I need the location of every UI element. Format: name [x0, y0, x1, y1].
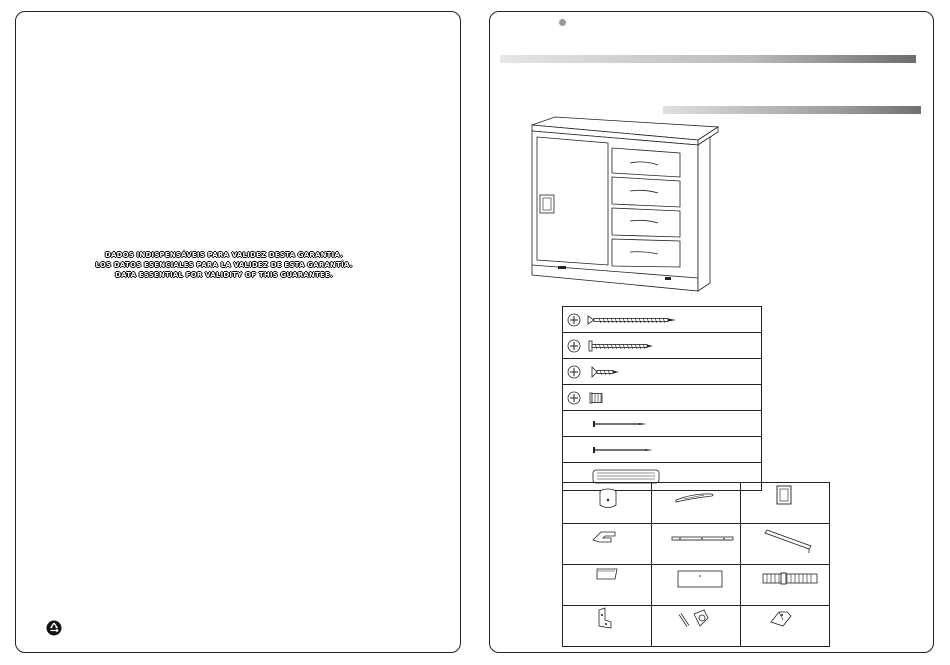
cup-bushing-icon — [563, 483, 652, 523]
bag-icon — [563, 565, 652, 605]
header-dot — [559, 19, 566, 26]
u-clip-icon — [563, 524, 652, 564]
short-nail-icon — [563, 411, 763, 436]
hardware-cell — [741, 565, 830, 606]
door-handle-icon — [741, 483, 830, 523]
adhesive-pads-strip-icon — [741, 565, 830, 605]
sliding-door-track-icon — [741, 524, 830, 564]
round-head-screw-icon — [563, 333, 763, 358]
hardware-cell — [741, 606, 830, 647]
angle-bracket-icon — [741, 606, 830, 646]
hardware-cell — [563, 483, 652, 524]
hardware-cell — [652, 606, 741, 647]
hardware-cell — [563, 565, 652, 606]
hardware-row-2 — [563, 333, 762, 359]
warranty-note-pt: DADOS INDISPENSÁVEIS PARA VALIDEZ DESTA GARANTIA. — [104, 251, 344, 259]
header-gradient-bar — [500, 55, 916, 63]
recycle-icon — [46, 620, 62, 636]
hardware-row-6 — [563, 437, 762, 463]
drawer-slide-rail-icon — [652, 524, 741, 564]
hardware-row-4 — [563, 385, 762, 411]
warranty-note — [90, 250, 358, 280]
short-screw-icon — [563, 359, 763, 384]
corner-bracket-icon — [563, 606, 652, 646]
section-gradient-bar — [663, 106, 921, 114]
cam-lock-set-icon — [652, 606, 741, 646]
left-page-panel — [15, 11, 461, 653]
hardware-cell — [741, 524, 830, 565]
hardware-cell — [652, 483, 741, 524]
hardware-cell — [563, 524, 652, 565]
hardware-row-5 — [563, 411, 762, 437]
tiny-screw-icon — [563, 385, 763, 410]
hardware-cell — [563, 606, 652, 647]
hardware-cell — [652, 524, 741, 565]
cabinet-illustration — [520, 115, 720, 295]
hardware-list-table — [562, 306, 762, 491]
hardware-grid-table — [562, 482, 830, 647]
warranty-note-es: LOS DATOS ESENCIALES PARA LA VALIDEZ DE ESTA GARANTÍA. — [95, 261, 353, 269]
warranty-note-en: DATA ESSENTIAL FOR VALIDITY OF THIS GUARANTEE. — [115, 271, 333, 279]
hardware-row-1 — [563, 307, 762, 333]
long-flat-head-screw-icon — [563, 307, 763, 332]
hardware-row-3 — [563, 359, 762, 385]
hardware-cell — [741, 483, 830, 524]
long-nail-icon — [563, 437, 763, 462]
label-plate-icon — [652, 565, 741, 605]
hardware-cell — [652, 565, 741, 606]
drawer-handle-icon — [652, 483, 741, 523]
